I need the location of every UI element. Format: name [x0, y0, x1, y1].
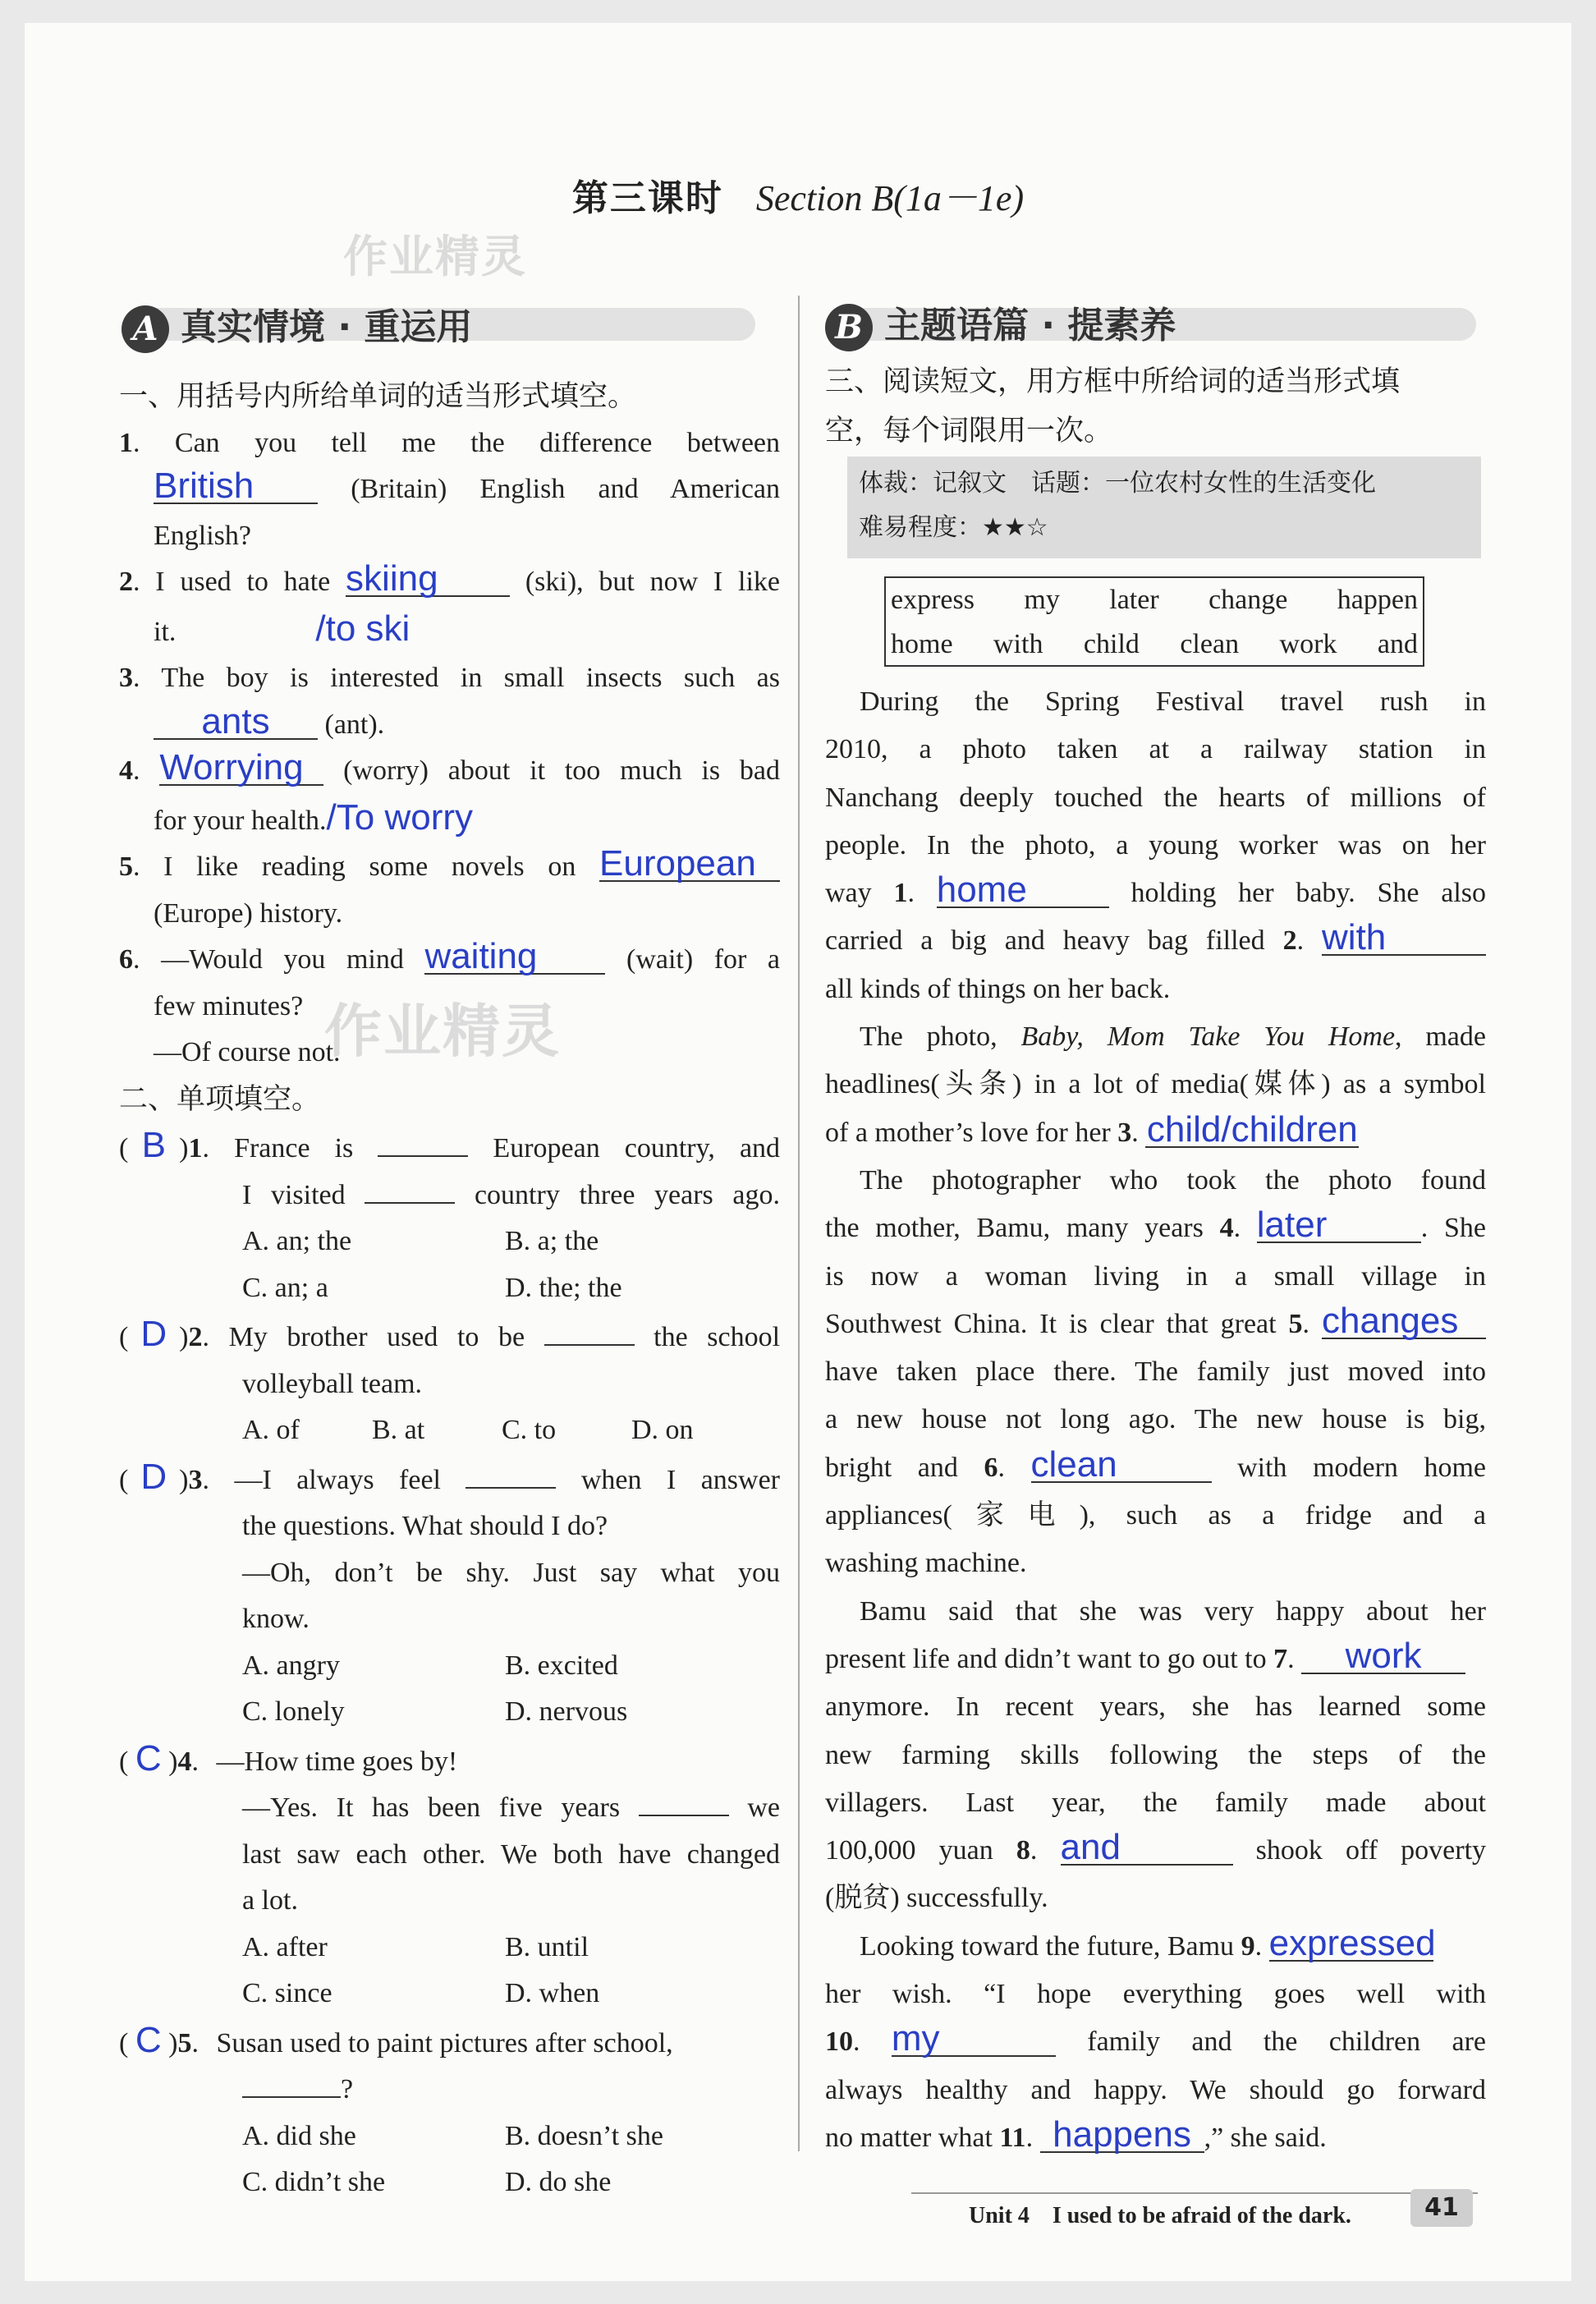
word-bank-item: express — [891, 585, 975, 615]
word-bank-item: clean — [1180, 629, 1240, 659]
lesson-title-en: Section B(1a－1e) — [755, 178, 1025, 218]
mc3-line4: know. — [242, 1604, 310, 1634]
mc1-options-1: A. an; the B. a; the — [242, 1226, 599, 1256]
mc5-options-1: A. did she B. doesn’t she — [242, 2120, 663, 2151]
word-bank-item: work — [1279, 629, 1337, 659]
answer-blank: European — [599, 847, 780, 882]
section-b-title: 主题语篇 · 提素养 — [884, 305, 1176, 347]
word-bank-item: with — [993, 629, 1043, 659]
word-bank-item: happen — [1337, 585, 1418, 615]
section-a-badge: A — [122, 305, 169, 353]
word-bank-item: and — [1377, 629, 1418, 659]
mc4-line1: ( C )4. —How time goes by! — [119, 1737, 458, 1778]
mc-answer: D — [140, 1314, 167, 1354]
q2-line2: it. /to ski — [154, 608, 410, 649]
answer-blank: clean — [1031, 1448, 1212, 1483]
section-a-title: 真实情境 · 重运用 — [181, 306, 473, 348]
q6-line3: —Of course not. — [154, 1037, 341, 1067]
part1-heading: 一、用括号内所给单词的适当形式填空。 — [119, 380, 637, 413]
mc3-options-1: A. angry B. excited — [242, 1650, 618, 1681]
mc4-line3: last saw each other. We both have changed — [242, 1838, 780, 1870]
q3-line1: 3. The boy is interested in small insects such as — [119, 663, 780, 693]
q6-line2: few minutes? — [154, 990, 304, 1021]
mc4-line2: —Yes. It has been five years we — [242, 1792, 781, 1823]
mc4-options-1: A. after B. until — [242, 1931, 589, 1962]
answer-blank: with — [1322, 921, 1486, 956]
answer-blank: happens — [1040, 2118, 1204, 2153]
mc-answer: C — [135, 2019, 162, 2060]
answer-blank: changes — [1322, 1305, 1486, 1339]
q3-line2: ants (ant). — [119, 702, 780, 749]
footer-unit: Unit 4 I used to be afraid of the dark. — [969, 2203, 1351, 2228]
q1-line1: 1. Can you tell me the difference between — [119, 427, 780, 458]
reading-passage: During the Spring Festival travel rush in 2010, a photo taken at a railway station in Nanchang deeply touched the hearts of millions of people. In the photo, a young worker was on her way 1. home holding her baby. She also carried a big and heavy bag filled 2. with all kinds of things on her back. The photo, Baby, Mom Take You Home, made headlines(头条) in a lot of media(媒体) as a symbol of a mother’s love for her 3. child/children The photographer who took the photo found the mother, Bamu, many years 4. later . She is now a woman living in a small village in Southwest China. It is clear that great 5. changes have taken place there. The family just moved into a new house not long ago. The new house is big, bright and 6. clean with modern home appliances(家电), such as a fridge and a washing machine. Bamu said that she was very happy about her present life and didn’t want to go out to 7. work anymore. In recent years, she has learned some new farming skills following the steps of the villagers. Last year, the family made about 100,000 yuan 8. and shook off poverty (脱贫) successfully. Looking toward the future, Bamu 9. expressed her wish. “I hope everything goes well with 10. my family and the children are always healthy and happy. We should go forward no matter what 11. happens ,” she said. — [825, 686, 1487, 2155]
answer-blank: Worrying — [159, 751, 323, 786]
word-bank-item: home — [891, 629, 953, 659]
left-column — [119, 374, 780, 2206]
section-b-badge: B — [825, 304, 873, 351]
mc1-line1: ( B )1. France is European country, and — [119, 1125, 781, 1165]
mc2-line1: ( D )2. My brother used to be the school — [119, 1314, 781, 1354]
mc2-line2: volleyball team. — [242, 1368, 423, 1399]
mc5-line1: ( C )5. Susan used to paint pictures after school, — [119, 2019, 673, 2060]
word-bank-item: later — [1109, 585, 1159, 615]
part2-heading: 二、单项填空。 — [119, 1082, 321, 1116]
q5-line1: 5. I like reading some novels on European — [119, 844, 780, 891]
answer-blank: child/children — [1146, 1108, 1358, 1150]
genre-info-box — [847, 457, 1481, 558]
q4-line1: 4. Worrying (worry) about it too much is bad — [119, 747, 781, 787]
lesson-title-cn: 第三课时 — [571, 177, 723, 219]
difficulty: 难易程度：★★☆ — [859, 513, 1048, 542]
q2-line1: 2. I used to hate skiing (ski), but now I like — [119, 558, 780, 599]
answer-blank: expressed — [1268, 1922, 1436, 1963]
page-number: 41 — [1410, 2189, 1473, 2227]
mc-answer: D — [140, 1456, 167, 1497]
column-divider — [798, 296, 800, 2151]
word-bank — [884, 576, 1424, 667]
answer-blank: my — [892, 2022, 1056, 2057]
mc1-line2: I visited country three years ago. — [242, 1179, 781, 1210]
mc3-line2: the questions. What should I do? — [242, 1511, 608, 1541]
answer-alt: /to ski — [315, 608, 410, 649]
word-bank-item: child — [1083, 629, 1140, 659]
mc5-options-2: C. didn’t she D. do she — [242, 2167, 612, 2197]
answer-blank: British — [154, 470, 318, 504]
watermark: 作业精灵 — [343, 231, 527, 282]
mc3-line3: —Oh, don’t be shy. Just say what you — [242, 1557, 780, 1588]
answer-blank: home — [937, 874, 1109, 908]
q1-line2: British (Britain) English and American — [154, 466, 780, 506]
mc1-options-2: C. an; a D. the; the — [242, 1272, 622, 1303]
answer-blank: later — [1257, 1209, 1421, 1243]
mc5-line2: ? — [119, 2067, 780, 2114]
q5-line2: (Europe) history. — [154, 897, 343, 929]
q1-line3: English? — [154, 520, 251, 551]
part3-heading: 三、阅读短文，用方框中所给词的适当形式填 空，每个词限用一次。 — [825, 365, 1401, 447]
answer-blank: waiting — [424, 940, 605, 975]
mc2-options: A. of B. at C. to D. on — [242, 1415, 694, 1445]
q6-line1: 6. —Would you mind waiting (wait) for a — [119, 936, 781, 976]
mc3-options-2: C. lonely D. nervous — [242, 1696, 628, 1727]
q4-line2: for your health./To worry — [154, 796, 474, 838]
mc4-options-2: C. since D. when — [242, 1978, 600, 2008]
genre-topic: 体裁：记叙文 话题：一位农村女性的生活变化 — [859, 469, 1376, 498]
section-a-header — [122, 297, 472, 353]
section-b-header — [825, 296, 1176, 351]
mc-answer: B — [141, 1125, 166, 1165]
answer-blank: skiing — [346, 562, 510, 597]
answer-blank: work — [1301, 1640, 1465, 1674]
word-bank-item: my — [1024, 585, 1060, 615]
watermark: 作业精灵 — [324, 998, 561, 1065]
answer-blank: ants — [154, 705, 318, 740]
mc4-line4: a lot. — [242, 1885, 298, 1916]
answer-blank: and — [1061, 1831, 1233, 1866]
mc3-line1: ( D )3. —I always feel when I answer — [119, 1456, 781, 1497]
lesson-title — [0, 168, 1596, 221]
mc-answer: C — [135, 1737, 162, 1778]
word-bank-item: change — [1208, 585, 1288, 615]
answer-alt: /To worry — [326, 796, 474, 838]
footer-line — [911, 2192, 1478, 2194]
